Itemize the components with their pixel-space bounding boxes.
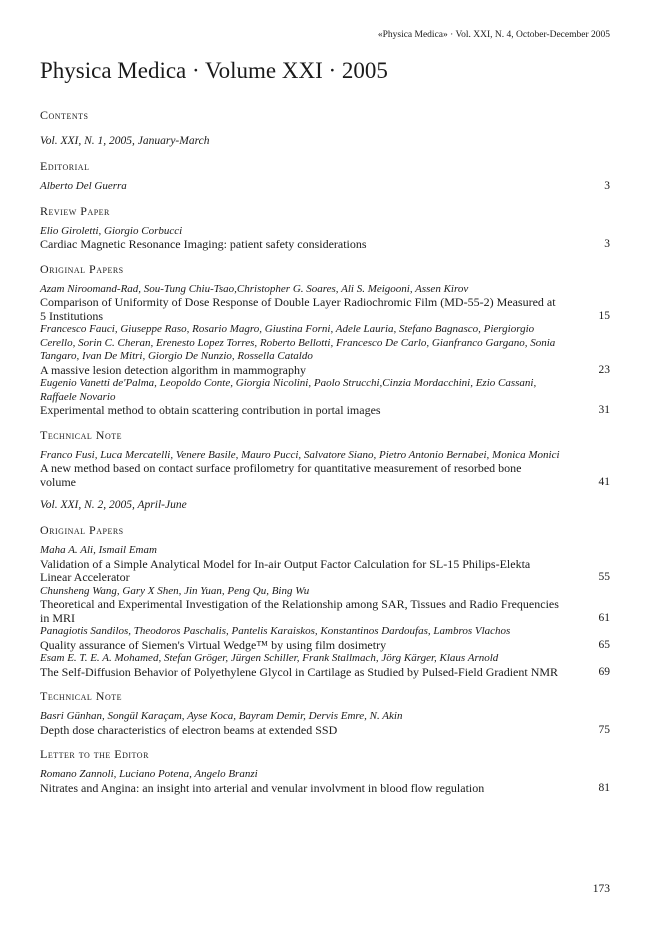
entry-page-number: 41 [598,475,610,488]
toc-entry [40,283,610,324]
toc-section [40,523,610,679]
toc-entry [40,377,610,418]
section-heading: Letter to the Editor [40,747,149,761]
entry-authors: Alberto Del Guerra [40,180,127,192]
entry-body [40,377,580,418]
entry-title: Nitrates and Angina: an insight into arterial and venular involvment in blood flow regulation [40,780,485,795]
section-heading: Technical Note [40,689,122,703]
toc-entry [40,180,610,194]
entry-authors: Azam Niroomand-Rad, Sou-Tung Chiu-Tsao,Christopher G. Soares, Ali S. Meigooni, Assen Kirov [40,282,469,295]
entry-page-number: 31 [598,404,610,416]
entry-body [40,225,580,252]
toc-section [40,689,610,737]
toc-section [40,428,610,490]
entry-page-number: 3 [604,238,610,250]
entry-title: Comparison of Uniformity of Dose Response of Double Layer Radiochromic Film (MD-55-2) Measured at 5 Institutions [40,295,556,323]
entry-page-number: 55 [598,571,610,583]
entry-body [40,449,580,490]
entry-title: A new method based on contact surface profilometry for quantitative measurement of resorbed bone volume [40,461,522,489]
entry-page-number: 61 [598,611,610,624]
entry-authors: Esam E. T. E. A. Mohamed, Stefan Gröger, Jürgen Schiller, Frank Stallmach, Jörg Kärger, Klaus Arnold [40,652,499,664]
entry-body [40,710,580,737]
section-heading: Review Paper [40,203,110,218]
toc-section [40,159,610,194]
entry-page-number: 3 [604,180,610,192]
entry-body [40,625,580,652]
toc-entry [40,225,610,252]
entry-body [40,544,580,585]
toc-entry [40,449,610,490]
entry-body [40,652,580,679]
entry-title: Experimental method to obtain scattering contribution in portal images [40,403,381,417]
entry-page-number: 81 [598,781,610,794]
entry-title: Depth dose characteristics of electron beams at extended SSD [40,722,338,737]
section-heading: Original Papers [40,523,124,537]
entry-page-number: 23 [598,363,610,376]
entry-authors: Francesco Fauci, Giuseppe Raso, Rosario Magro, Giustina Forni, Adele Lauria, Stefano Bagnasco, Piergiorgio Cerello, Sorin C. Cheran, Erenesto Lopez Torres, Roberto Bellotti, Francesco De Carlo, Gianfranco Gargano, Sonia Tangaro, Ivan De Mitri, Giorgio De Nunzio, Rossella Cataldo [40,323,556,362]
toc-section [40,204,610,252]
section-heading: Original Papers [40,261,124,276]
entry-title: The Self-Diffusion Behavior of Polyethylene Glycol in Cartilage as Studied by Pulsed-Field Gradient NMR [40,664,559,679]
entry-page-number: 69 [598,665,610,678]
page-title: Physica Medica · Volume XXI · 2005 [40,58,388,83]
running-head: «Physica Medica» · Vol. XXI, N. 4, October-December 2005 [377,30,610,40]
toc-entry [40,323,610,377]
table-of-contents [40,108,610,805]
page-number: 173 [592,883,610,895]
toc-entry [40,652,610,679]
toc-entry [40,544,610,585]
entry-page-number: 15 [598,309,610,322]
toc-entry [40,710,610,737]
entry-authors: Romano Zannoli, Luciano Potena, Angelo Branzi [40,768,258,780]
entry-body [40,180,580,194]
entry-body [40,585,580,626]
toc-section [40,747,610,795]
toc-section [40,262,610,418]
entry-authors: Chunsheng Wang, Gary X Shen, Jin Yuan, Peng Qu, Bing Wu [40,584,310,597]
entry-title: A massive lesion detection algorithm in mammography [40,362,306,377]
entry-page-number: 75 [598,723,610,736]
entry-authors: Elio Giroletti, Giorgio Corbucci [40,224,183,237]
entry-authors: Eugenio Vanetti de'Palma, Leopoldo Conte, Giorgia Nicolini, Paolo Strucchi,Cinzia Mordacchini, Ezio Cassani, Raffaele Novario [40,377,537,403]
entry-title: Quality assurance of Siemen's Virtual Wedge™ by using film dosimetry [40,637,387,652]
volume-label: Vol. XXI, N. 1, 2005, January-March [40,135,210,147]
contents-label: Contents [40,108,89,122]
volume-label: Vol. XXI, N. 2, 2005, April-June [40,499,187,511]
entry-body [40,768,580,795]
entry-title: Validation of a Simple Analytical Model for In-air Output Factor Calculation for SL-15 Philips-Elekta Linear Accelerator [40,556,531,584]
entry-body [40,283,580,324]
entry-authors: Maha A. Ali, Ismail Emam [40,544,157,556]
entry-authors: Franco Fusi, Luca Mercatelli, Venere Basile, Mauro Pucci, Salvatore Siano, Pietro Antonio Bernabei, Monica Monici [40,448,560,461]
entry-page-number: 65 [598,638,610,651]
section-heading: Technical Note [40,427,122,442]
entry-title: Theoretical and Experimental Investigation of the Relationship among SAR, Tissues and Radio Frequencies in MRI [40,597,559,625]
toc-entry [40,585,610,626]
toc-entry [40,625,610,652]
toc-entry [40,768,610,795]
section-heading: Editorial [40,159,90,173]
entry-title: Cardiac Magnetic Resonance Imaging: patient safety considerations [40,237,367,251]
entry-authors: Panagiotis Sandilos, Theodoros Paschalis, Pantelis Karaiskos, Konstantinos Dardoufas, Lambros Vlachos [40,625,511,637]
entry-body [40,323,580,377]
entry-authors: Basri Günhan, Songül Karaçam, Ayse Koca, Bayram Demir, Dervis Emre, N. Akin [40,710,403,722]
